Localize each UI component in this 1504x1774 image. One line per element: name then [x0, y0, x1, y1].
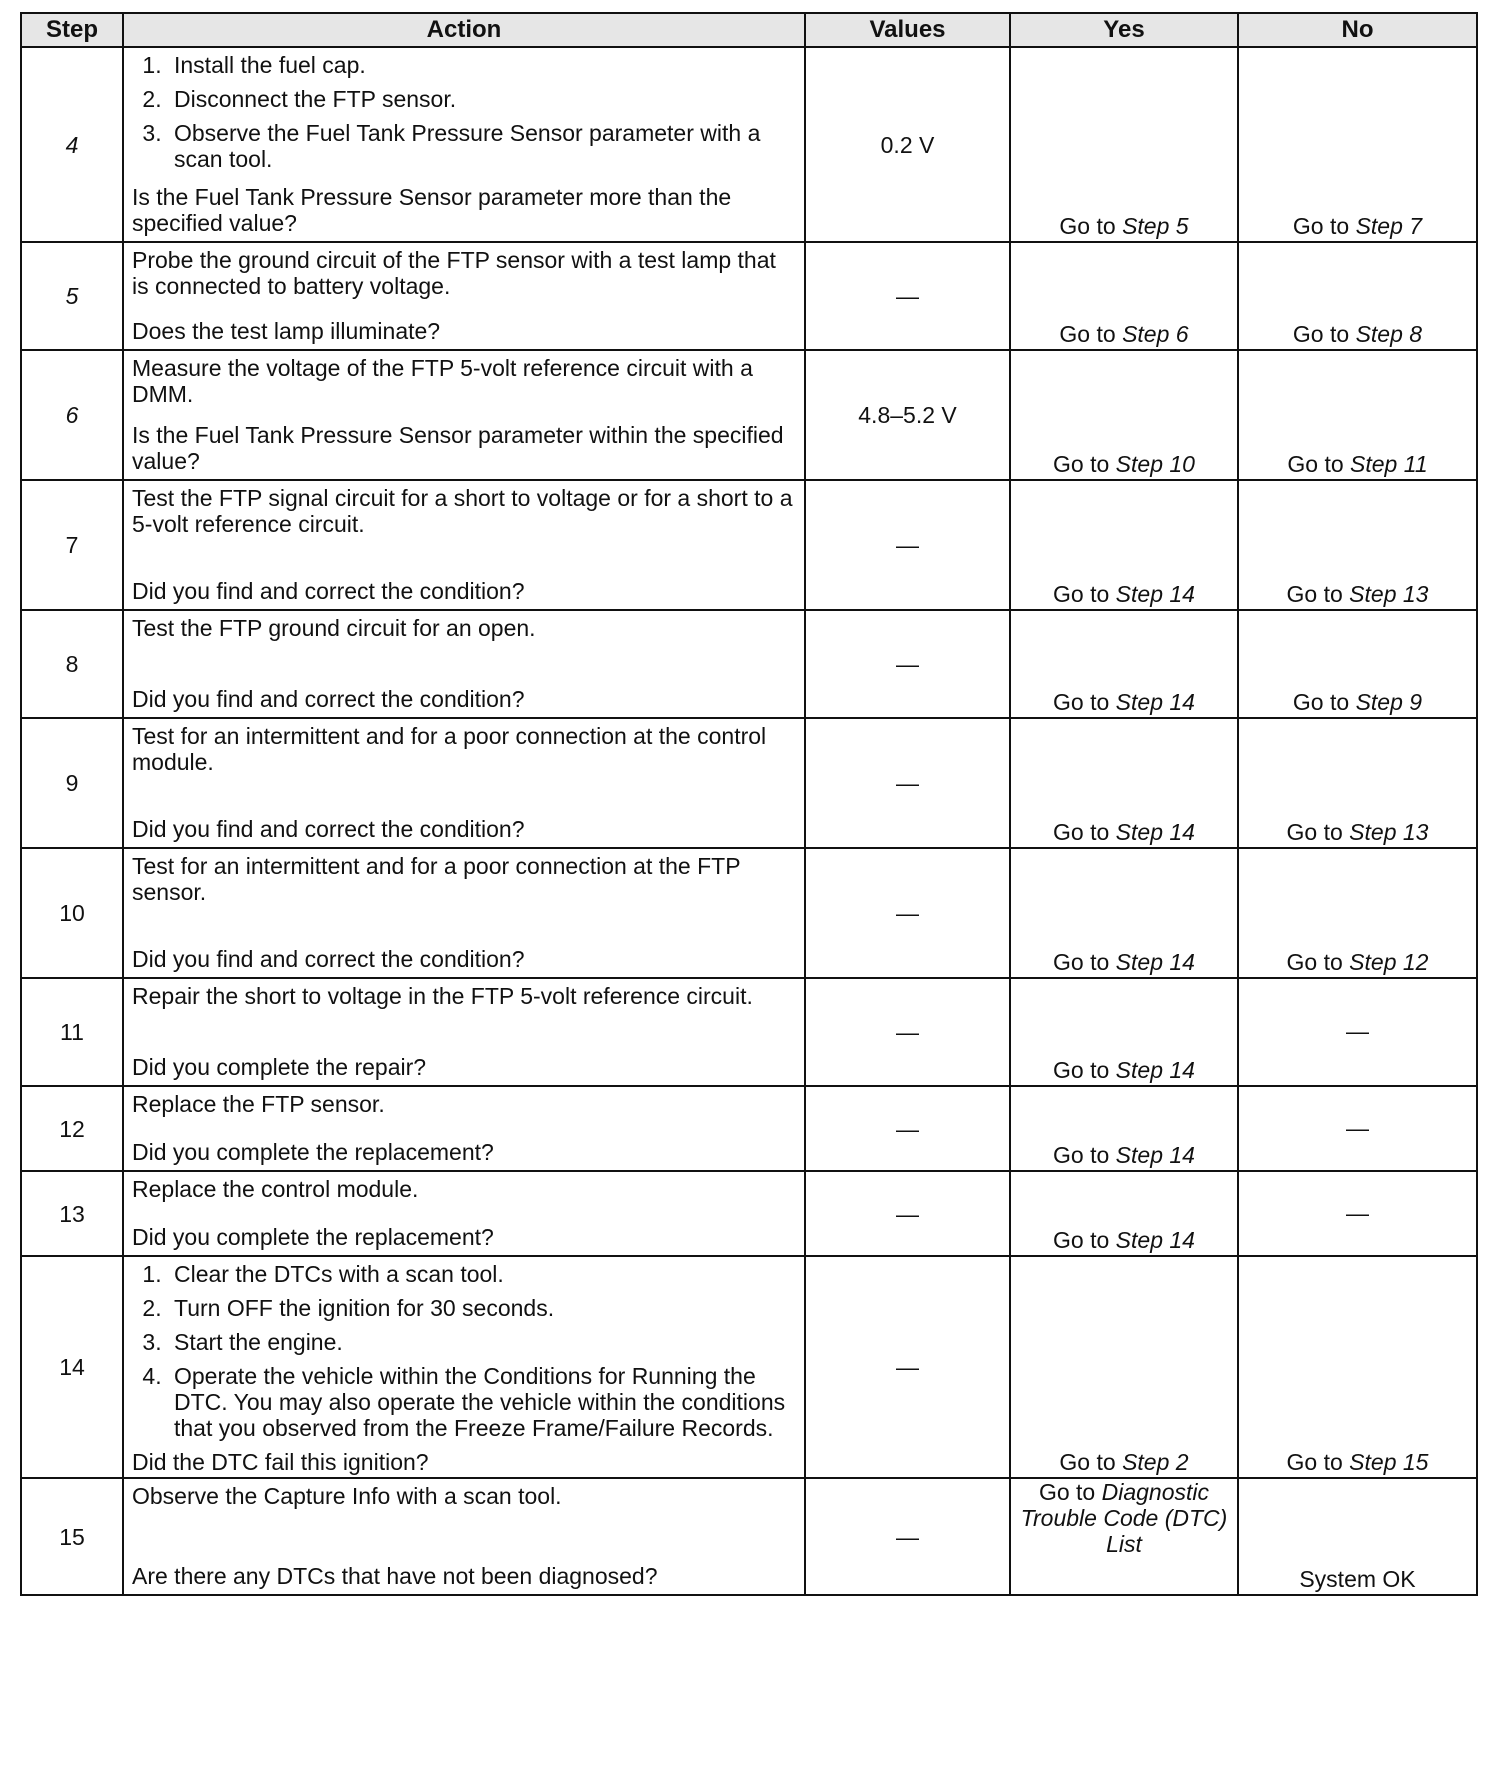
- no-link[interactable]: Step 13: [1349, 581, 1429, 607]
- step-number: 6: [21, 350, 123, 480]
- no-goto: Go to: [1286, 949, 1343, 975]
- yes-goto: Go to: [1053, 819, 1110, 845]
- value-cell: —: [805, 848, 1010, 978]
- table-row: [21, 1478, 1477, 1595]
- yes-link[interactable]: Step 14: [1115, 581, 1195, 607]
- action-cell: [123, 350, 805, 480]
- yes-cell: [1010, 47, 1238, 242]
- yes-goto: Go to: [1038, 1479, 1096, 1505]
- value-cell: —: [805, 718, 1010, 848]
- no-link[interactable]: Step 9: [1355, 689, 1423, 715]
- yes-link[interactable]: Step 14: [1115, 1057, 1195, 1083]
- yes-goto: Go to: [1059, 1449, 1116, 1475]
- action-content: [124, 351, 804, 477]
- action-content: [124, 243, 804, 347]
- no-goto: Go to: [1292, 689, 1350, 715]
- action-question: Did you complete the repair?: [132, 1054, 427, 1080]
- action-instructions: [132, 52, 796, 180]
- action-cell: [123, 242, 805, 350]
- action-text: Test the FTP ground circuit for an open.: [132, 615, 536, 641]
- yes-cell: [1010, 350, 1238, 480]
- action-text: Probe the ground circuit of the FTP sensor with a test lamp that is connected to battery voltage.: [132, 247, 776, 299]
- no-reference: [1287, 1449, 1429, 1475]
- yes-link[interactable]: Step 14: [1115, 689, 1195, 715]
- action-instructions: [132, 1261, 796, 1449]
- value-cell: —: [805, 242, 1010, 350]
- yes-cell: [1010, 1171, 1238, 1256]
- table-row: [21, 1171, 1477, 1256]
- value-cell: —: [805, 1171, 1010, 1256]
- action-list-item: 3. Observe the Fuel Tank Pressure Sensor parameter with a scan tool.: [168, 120, 796, 172]
- step-number: 13: [21, 1171, 123, 1256]
- no-reference: [1287, 581, 1429, 607]
- step-number: 15: [21, 1478, 123, 1595]
- step-number: 10: [21, 848, 123, 978]
- action-content: [124, 979, 804, 1083]
- action-question: Did you complete the replacement?: [132, 1139, 494, 1165]
- yes-goto: Go to: [1053, 689, 1110, 715]
- yes-link[interactable]: Step 14: [1115, 1142, 1195, 1168]
- action-cell: [123, 1478, 805, 1595]
- action-list-item: 4. Operate the vehicle within the Conditions for Running the DTC. You may also operate the vehicle within the conditions that you observed from the Freeze Frame/Failure Records.: [168, 1363, 796, 1441]
- yes-reference: [1053, 581, 1195, 607]
- no-cell: [1238, 1086, 1477, 1171]
- action-content: [124, 1257, 804, 1475]
- value-cell: —: [805, 1256, 1010, 1478]
- step-number: 8: [21, 610, 123, 718]
- no-reference: [1287, 949, 1429, 975]
- action-content: [124, 481, 804, 607]
- action-list-item: 3. Start the engine.: [168, 1329, 796, 1355]
- yes-reference: [1053, 451, 1195, 477]
- no-cell: [1238, 610, 1477, 718]
- action-list-item: 1. Clear the DTCs with a scan tool.: [168, 1261, 796, 1287]
- step-number: 9: [21, 718, 123, 848]
- action-text: Test for an intermittent and for a poor connection at the FTP sensor.: [132, 853, 741, 905]
- yes-link[interactable]: Step 14: [1115, 819, 1195, 845]
- action-list: [132, 1261, 796, 1441]
- action-question: Did you complete the replacement?: [132, 1224, 494, 1250]
- action-content: [124, 1479, 804, 1592]
- action-question: Are there any DTCs that have not been diagnosed?: [132, 1563, 658, 1589]
- action-cell: [123, 1256, 805, 1478]
- action-content: [124, 611, 804, 715]
- action-question: Did the DTC fail this ignition?: [132, 1449, 429, 1475]
- step-number: 7: [21, 480, 123, 610]
- action-instructions: [132, 485, 796, 537]
- action-cell: [123, 718, 805, 848]
- yes-cell: [1010, 480, 1238, 610]
- no-link[interactable]: Step 11: [1350, 451, 1428, 477]
- table-row: [21, 47, 1477, 242]
- yes-cell: [1010, 610, 1238, 718]
- no-goto: Go to: [1286, 819, 1343, 845]
- no-cell: [1238, 47, 1477, 242]
- action-cell: [123, 978, 805, 1086]
- yes-goto: Go to: [1059, 321, 1116, 347]
- value-cell: —: [805, 1086, 1010, 1171]
- action-text: Test the FTP signal circuit for a short to voltage or for a short to a 5-volt reference circuit.: [132, 485, 793, 537]
- step-number: 4: [21, 47, 123, 242]
- yes-link[interactable]: Step 2: [1122, 1449, 1189, 1475]
- yes-reference: [1053, 819, 1195, 845]
- step-number: 12: [21, 1086, 123, 1171]
- action-question: Is the Fuel Tank Pressure Sensor parameter more than the specified value?: [132, 184, 732, 236]
- yes-cell: [1010, 1478, 1238, 1595]
- action-instructions: [132, 983, 796, 1009]
- value-cell: —: [805, 1478, 1010, 1595]
- table-body: [21, 47, 1477, 1595]
- yes-link[interactable]: Step 14: [1115, 1227, 1195, 1253]
- yes-link[interactable]: Diagnostic Trouble Code (DTC) List: [1020, 1479, 1228, 1557]
- table-row: [21, 480, 1477, 610]
- value-cell: 0.2 V: [805, 47, 1010, 242]
- yes-reference: [1053, 1057, 1195, 1083]
- action-list-item: 2. Turn OFF the ignition for 30 seconds.: [168, 1295, 796, 1321]
- diagnostic-table-page: [20, 12, 1476, 1596]
- no-goto: Go to: [1287, 451, 1344, 477]
- step-number: 14: [21, 1256, 123, 1478]
- no-link[interactable]: Step 8: [1355, 321, 1423, 347]
- action-content: [124, 719, 804, 845]
- yes-link[interactable]: Step 6: [1122, 321, 1189, 347]
- action-question: Is the Fuel Tank Pressure Sensor parameter within the specified value?: [132, 422, 784, 474]
- no-cell: [1238, 480, 1477, 610]
- no-text: —: [1346, 1199, 1369, 1226]
- yes-reference: [1053, 689, 1195, 715]
- yes-reference: [1053, 949, 1195, 975]
- no-goto: Go to: [1292, 321, 1350, 347]
- yes-cell: [1010, 718, 1238, 848]
- action-content: [124, 1172, 804, 1253]
- no-cell: [1238, 718, 1477, 848]
- yes-cell: [1010, 978, 1238, 1086]
- table-row: [21, 1256, 1477, 1478]
- header-step: Step: [21, 13, 123, 47]
- action-list-item: 1. Install the fuel cap.: [168, 52, 796, 78]
- action-text: Repair the short to voltage in the FTP 5-volt reference circuit.: [132, 983, 753, 1009]
- header-values: Values: [805, 13, 1010, 47]
- yes-reference: [1059, 213, 1188, 239]
- yes-link[interactable]: Step 5: [1122, 213, 1189, 239]
- action-question: Does the test lamp illuminate?: [132, 318, 441, 344]
- no-goto: Go to: [1292, 213, 1350, 239]
- no-link[interactable]: Step 13: [1349, 819, 1429, 845]
- no-cell: [1238, 1171, 1477, 1256]
- yes-goto: Go to: [1053, 949, 1110, 975]
- yes-link[interactable]: Step 10: [1115, 451, 1195, 477]
- no-reference: [1293, 689, 1422, 715]
- table-row: [21, 978, 1477, 1086]
- yes-goto: Go to: [1059, 213, 1116, 239]
- action-cell: [123, 47, 805, 242]
- header-no: No: [1238, 13, 1477, 47]
- no-cell: [1238, 978, 1477, 1086]
- yes-cell: [1010, 848, 1238, 978]
- value-cell: —: [805, 480, 1010, 610]
- header-action: Action: [123, 13, 805, 47]
- yes-goto: Go to: [1053, 581, 1110, 607]
- yes-cell: [1010, 242, 1238, 350]
- no-goto: Go to: [1286, 581, 1343, 607]
- value-cell: —: [805, 978, 1010, 1086]
- action-text: Replace the control module.: [132, 1176, 419, 1202]
- table-row: [21, 718, 1477, 848]
- header-row: [21, 13, 1477, 47]
- no-text: System OK: [1299, 1566, 1416, 1592]
- no-cell: [1238, 848, 1477, 978]
- action-question: Did you find and correct the condition?: [132, 686, 525, 712]
- yes-link[interactable]: Step 14: [1115, 949, 1195, 975]
- action-cell: [123, 610, 805, 718]
- step-number: 11: [21, 978, 123, 1086]
- action-instructions: [132, 355, 796, 407]
- step-number: 5: [21, 242, 123, 350]
- value-cell: —: [805, 610, 1010, 718]
- table-row: [21, 1086, 1477, 1171]
- value-cell: 4.8–5.2 V: [805, 350, 1010, 480]
- table-row: [21, 610, 1477, 718]
- yes-goto: Go to: [1053, 1142, 1110, 1168]
- action-instructions: [132, 1176, 796, 1202]
- action-instructions: [132, 247, 796, 299]
- no-text: —: [1346, 1018, 1369, 1044]
- action-cell: [123, 1171, 805, 1256]
- no-cell: [1238, 1256, 1477, 1478]
- action-text: Observe the Capture Info with a scan tool.: [132, 1483, 562, 1509]
- action-question: Did you find and correct the condition?: [132, 946, 525, 972]
- action-question: Did you find and correct the condition?: [132, 578, 525, 604]
- action-cell: [123, 848, 805, 978]
- action-cell: [123, 1086, 805, 1171]
- action-text: Measure the voltage of the FTP 5-volt reference circuit with a DMM.: [132, 355, 753, 407]
- yes-cell: [1010, 1086, 1238, 1171]
- action-instructions: [132, 1483, 796, 1509]
- action-instructions: [132, 615, 796, 641]
- action-text: Test for an intermittent and for a poor connection at the control module.: [132, 723, 767, 775]
- action-instructions: [132, 723, 796, 775]
- no-link[interactable]: Step 7: [1355, 213, 1423, 239]
- yes-goto: Go to: [1053, 1227, 1110, 1253]
- table-row: [21, 350, 1477, 480]
- action-list-item: 2. Disconnect the FTP sensor.: [168, 86, 796, 112]
- yes-reference: [1059, 1449, 1188, 1475]
- no-cell: [1238, 1478, 1477, 1595]
- yes-goto: Go to: [1053, 1057, 1110, 1083]
- header-yes: Yes: [1010, 13, 1238, 47]
- yes-reference: [1053, 1227, 1195, 1253]
- no-reference: [1287, 451, 1427, 477]
- no-reference: [1293, 213, 1422, 239]
- action-cell: [123, 480, 805, 610]
- action-text: Replace the FTP sensor.: [132, 1091, 385, 1117]
- table-row: [21, 848, 1477, 978]
- diagnostic-step-table: [20, 12, 1478, 1596]
- action-question: Did you find and correct the condition?: [132, 816, 525, 842]
- action-instructions: [132, 1091, 796, 1117]
- no-goto: Go to: [1286, 1449, 1343, 1475]
- yes-reference: [1059, 321, 1188, 347]
- action-list: [132, 52, 796, 172]
- yes-reference: [1053, 1142, 1195, 1168]
- no-link[interactable]: Step 15: [1349, 1449, 1429, 1475]
- no-cell: [1238, 242, 1477, 350]
- no-text: —: [1346, 1114, 1369, 1141]
- action-content: [124, 1087, 804, 1168]
- table-row: [21, 242, 1477, 350]
- no-reference: [1287, 819, 1429, 845]
- no-link[interactable]: Step 12: [1349, 949, 1429, 975]
- action-content: [124, 849, 804, 975]
- no-reference: [1293, 321, 1422, 347]
- yes-goto: Go to: [1053, 451, 1110, 477]
- no-cell: [1238, 350, 1477, 480]
- action-content: [124, 48, 804, 239]
- yes-cell: [1010, 1256, 1238, 1478]
- action-instructions: [132, 853, 796, 905]
